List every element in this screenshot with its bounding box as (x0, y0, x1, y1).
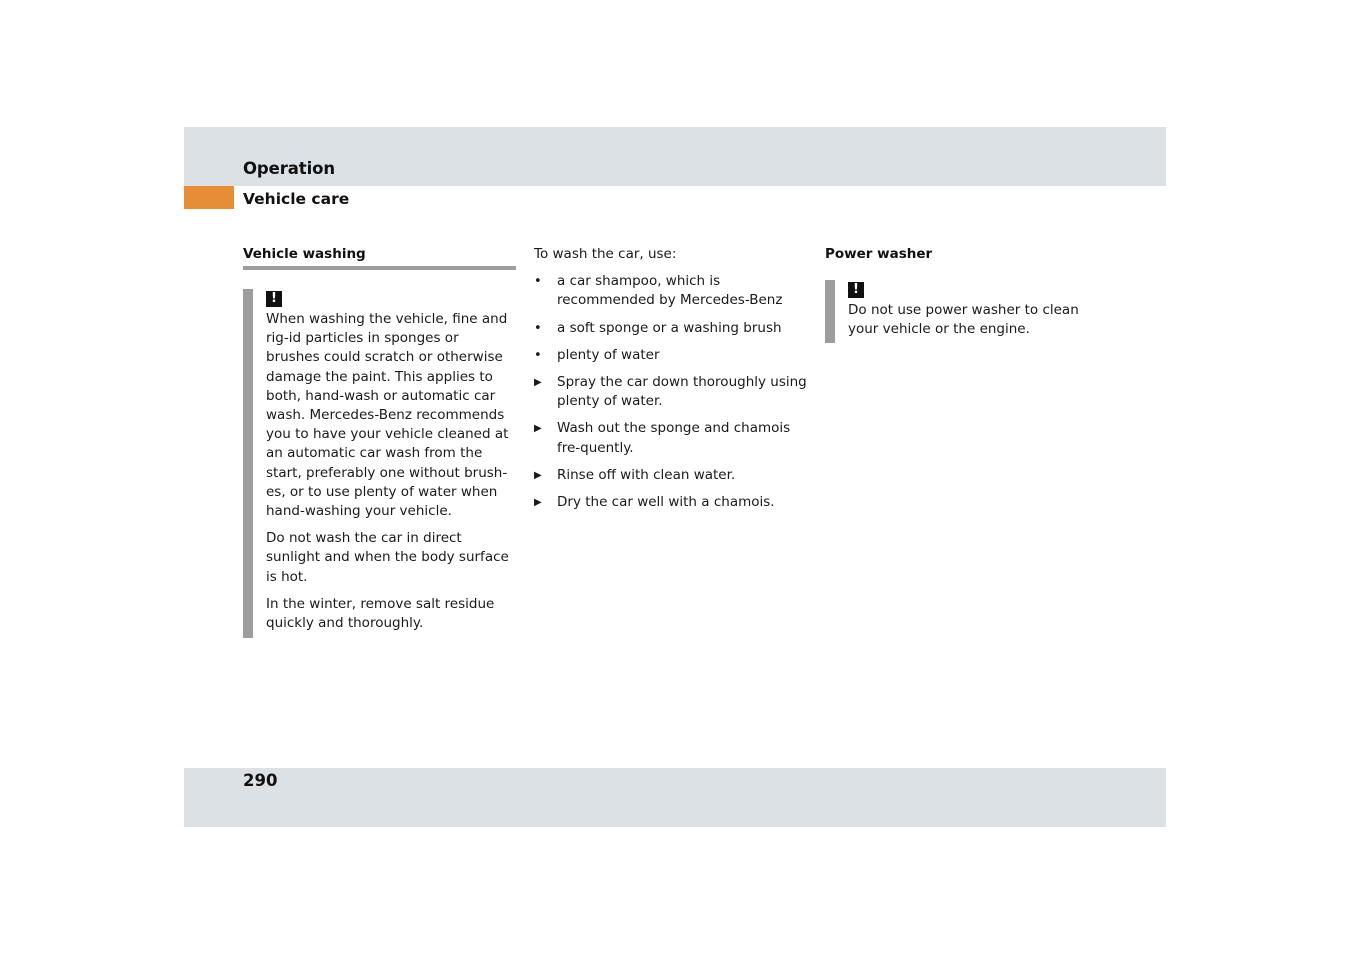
list-item-text: a car shampoo, which is recommended by Mercedes-Benz (557, 273, 783, 309)
warning-icon: ! (848, 282, 864, 298)
subsection-title: Vehicle care (243, 190, 350, 208)
page-number: 290 (243, 771, 278, 790)
column-washing-steps (534, 245, 809, 520)
warning-box-power-washer (825, 280, 1105, 343)
warning-box-washing (243, 289, 516, 638)
list-item (534, 319, 809, 338)
column-vehicle-washing (243, 245, 516, 638)
list-item-text: a soft sponge or a washing brush (557, 319, 782, 336)
list-item (534, 346, 809, 365)
step-item (534, 419, 809, 457)
heading-power-washer: Power washer (825, 246, 933, 262)
column-power-washer (825, 245, 1105, 343)
warning-bar (825, 280, 835, 343)
heading-vehicle-washing: Vehicle washing (243, 246, 366, 262)
footer-band (184, 768, 1166, 827)
step-item (534, 466, 809, 485)
arrow-right-icon: ▶ (534, 497, 542, 509)
warning-paragraph: Do not wash the car in direct sunlight and when the body surface is hot. (266, 530, 509, 585)
step-item (534, 493, 809, 512)
step-text: Wash out the sponge and chamois fre-quently. (557, 420, 791, 456)
section-tab-marker (184, 186, 234, 209)
warning-icon: ! (266, 291, 282, 307)
intro-text: To wash the car, use: (534, 246, 677, 262)
bullet-icon: • (534, 347, 542, 363)
warning-paragraph: In the winter, remove salt residue quickly and thoroughly. (266, 595, 495, 632)
step-item (534, 373, 809, 411)
bullet-icon: • (534, 320, 542, 336)
arrow-right-icon: ▶ (534, 423, 542, 435)
warning-paragraph: Do not use power washer to clean your vehicle or the engine. (848, 302, 1079, 338)
arrow-right-icon: ▶ (534, 377, 542, 389)
arrow-right-icon: ▶ (534, 469, 542, 481)
step-text: Spray the car down thoroughly using plenty of water. (557, 374, 807, 410)
section-title: Operation (243, 159, 336, 178)
warning-bar (243, 289, 253, 638)
list-item (534, 272, 809, 310)
warning-paragraph: When washing the vehicle, fine and rig-id particles in sponges or brushes could scratch or otherwise damage the paint. This applies to both, hand-wash or automatic car wash. Mercedes-Benz recommends you to have your vehicle cleaned at an automatic car wash from the start, preferably one without brush-es, or to use plenty of water when hand-washing your vehicle. (266, 311, 509, 520)
step-text: Dry the car well with a chamois. (557, 494, 775, 511)
step-text: Rinse off with clean water. (557, 466, 736, 483)
bullet-icon: • (534, 274, 542, 290)
list-item-text: plenty of water (557, 346, 660, 363)
